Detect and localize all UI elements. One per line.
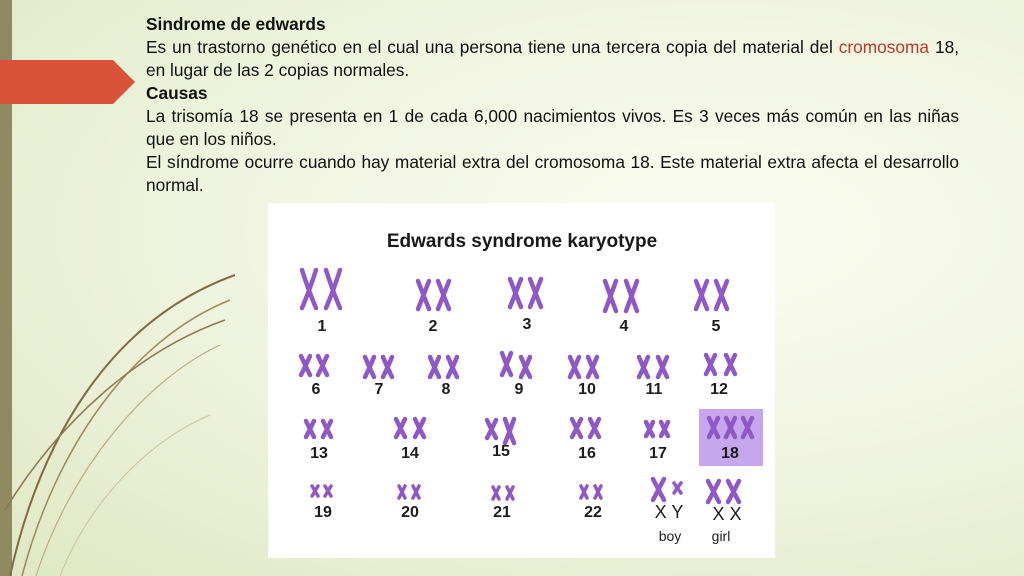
chromosome-pair-7 xyxy=(365,357,392,377)
chromosome-pair-11 xyxy=(639,357,667,377)
label-13: 13 xyxy=(310,445,328,462)
label-boy-xy: X Y xyxy=(654,502,684,522)
label-8: 8 xyxy=(441,381,451,398)
decorative-swooshes xyxy=(0,180,240,576)
label-20: 20 xyxy=(401,504,419,521)
chromosome-pair-19 xyxy=(312,486,331,496)
label-girl-xx: X X xyxy=(712,504,742,524)
label-5: 5 xyxy=(711,318,721,335)
chromosome-pair-8 xyxy=(430,357,457,377)
sex-chromosomes-boy xyxy=(653,479,681,500)
label-9: 9 xyxy=(514,381,524,398)
chromosome-pair-1 xyxy=(302,270,340,308)
definition-text: Es un trastorno genético en el cual una persona tiene una tercera copia del material del xyxy=(146,37,839,57)
chromosome-pair-14 xyxy=(396,419,424,437)
karyotype-image xyxy=(268,203,775,558)
label-7: 7 xyxy=(374,381,384,398)
chromosome-pair-2 xyxy=(418,281,449,309)
paragraph-definition xyxy=(146,36,959,82)
paragraph-cause: El síndrome ocurre cuando hay material extra del cromosoma 18. Este material extra afecta el desarrollo normal. xyxy=(146,152,959,195)
arrow-flag-decoration xyxy=(0,60,135,104)
label-19: 19 xyxy=(314,504,332,521)
label-10: 10 xyxy=(578,381,596,398)
paragraph-incidence: La trisomía 18 se presenta en 1 de cada 6,000 nacimientos vivos. Es 3 veces más común en las niñas que en los niños. xyxy=(146,106,959,149)
chromosome-pair-9 xyxy=(502,353,530,377)
chromosome-pair-21 xyxy=(493,487,513,499)
label-2: 2 xyxy=(428,318,438,335)
label-3: 3 xyxy=(522,316,532,333)
label-21: 21 xyxy=(493,504,511,521)
main-text xyxy=(146,13,959,197)
chromosome-pair-5 xyxy=(696,281,727,309)
chromosome-pair-3 xyxy=(510,279,541,307)
chromosome-pair-15 xyxy=(487,419,514,443)
label-15: 15 xyxy=(492,443,510,460)
chromosome-pair-12 xyxy=(706,355,735,374)
definition-text-end: 18, en lugar de las 2 copias normales. xyxy=(146,37,960,80)
chromosome-pair-20 xyxy=(399,486,419,498)
karyotype-title: Edwards syndrome karyotype xyxy=(386,231,658,252)
heading: Sindrome de edwards xyxy=(146,14,326,34)
causes-heading: Causas xyxy=(146,83,208,103)
label-1: 1 xyxy=(317,318,327,335)
chromosome-pair-4 xyxy=(605,281,637,311)
label-17: 17 xyxy=(649,445,667,462)
karyotype-figure xyxy=(268,203,775,558)
chromosome-pair-16 xyxy=(572,419,599,437)
label-12: 12 xyxy=(710,381,728,398)
label-14: 14 xyxy=(401,445,419,462)
chromosome-pair-17 xyxy=(646,422,668,436)
label-11: 11 xyxy=(645,381,663,398)
label-16: 16 xyxy=(578,445,596,462)
label-4: 4 xyxy=(619,318,629,335)
label-22: 22 xyxy=(584,504,602,521)
label-18: 18 xyxy=(721,445,739,462)
sex-chromosomes-girl xyxy=(708,481,739,502)
label-boy: boy xyxy=(658,528,682,544)
chromosome-pair-22 xyxy=(581,486,601,498)
chromosome-pair-10 xyxy=(570,357,597,377)
label-6: 6 xyxy=(311,381,321,398)
label-girl: girl xyxy=(711,528,731,544)
chromosome-pair-6 xyxy=(301,356,327,375)
cromosoma-link[interactable]: cromosoma xyxy=(838,37,930,57)
chromosome-pair-13 xyxy=(306,421,331,437)
